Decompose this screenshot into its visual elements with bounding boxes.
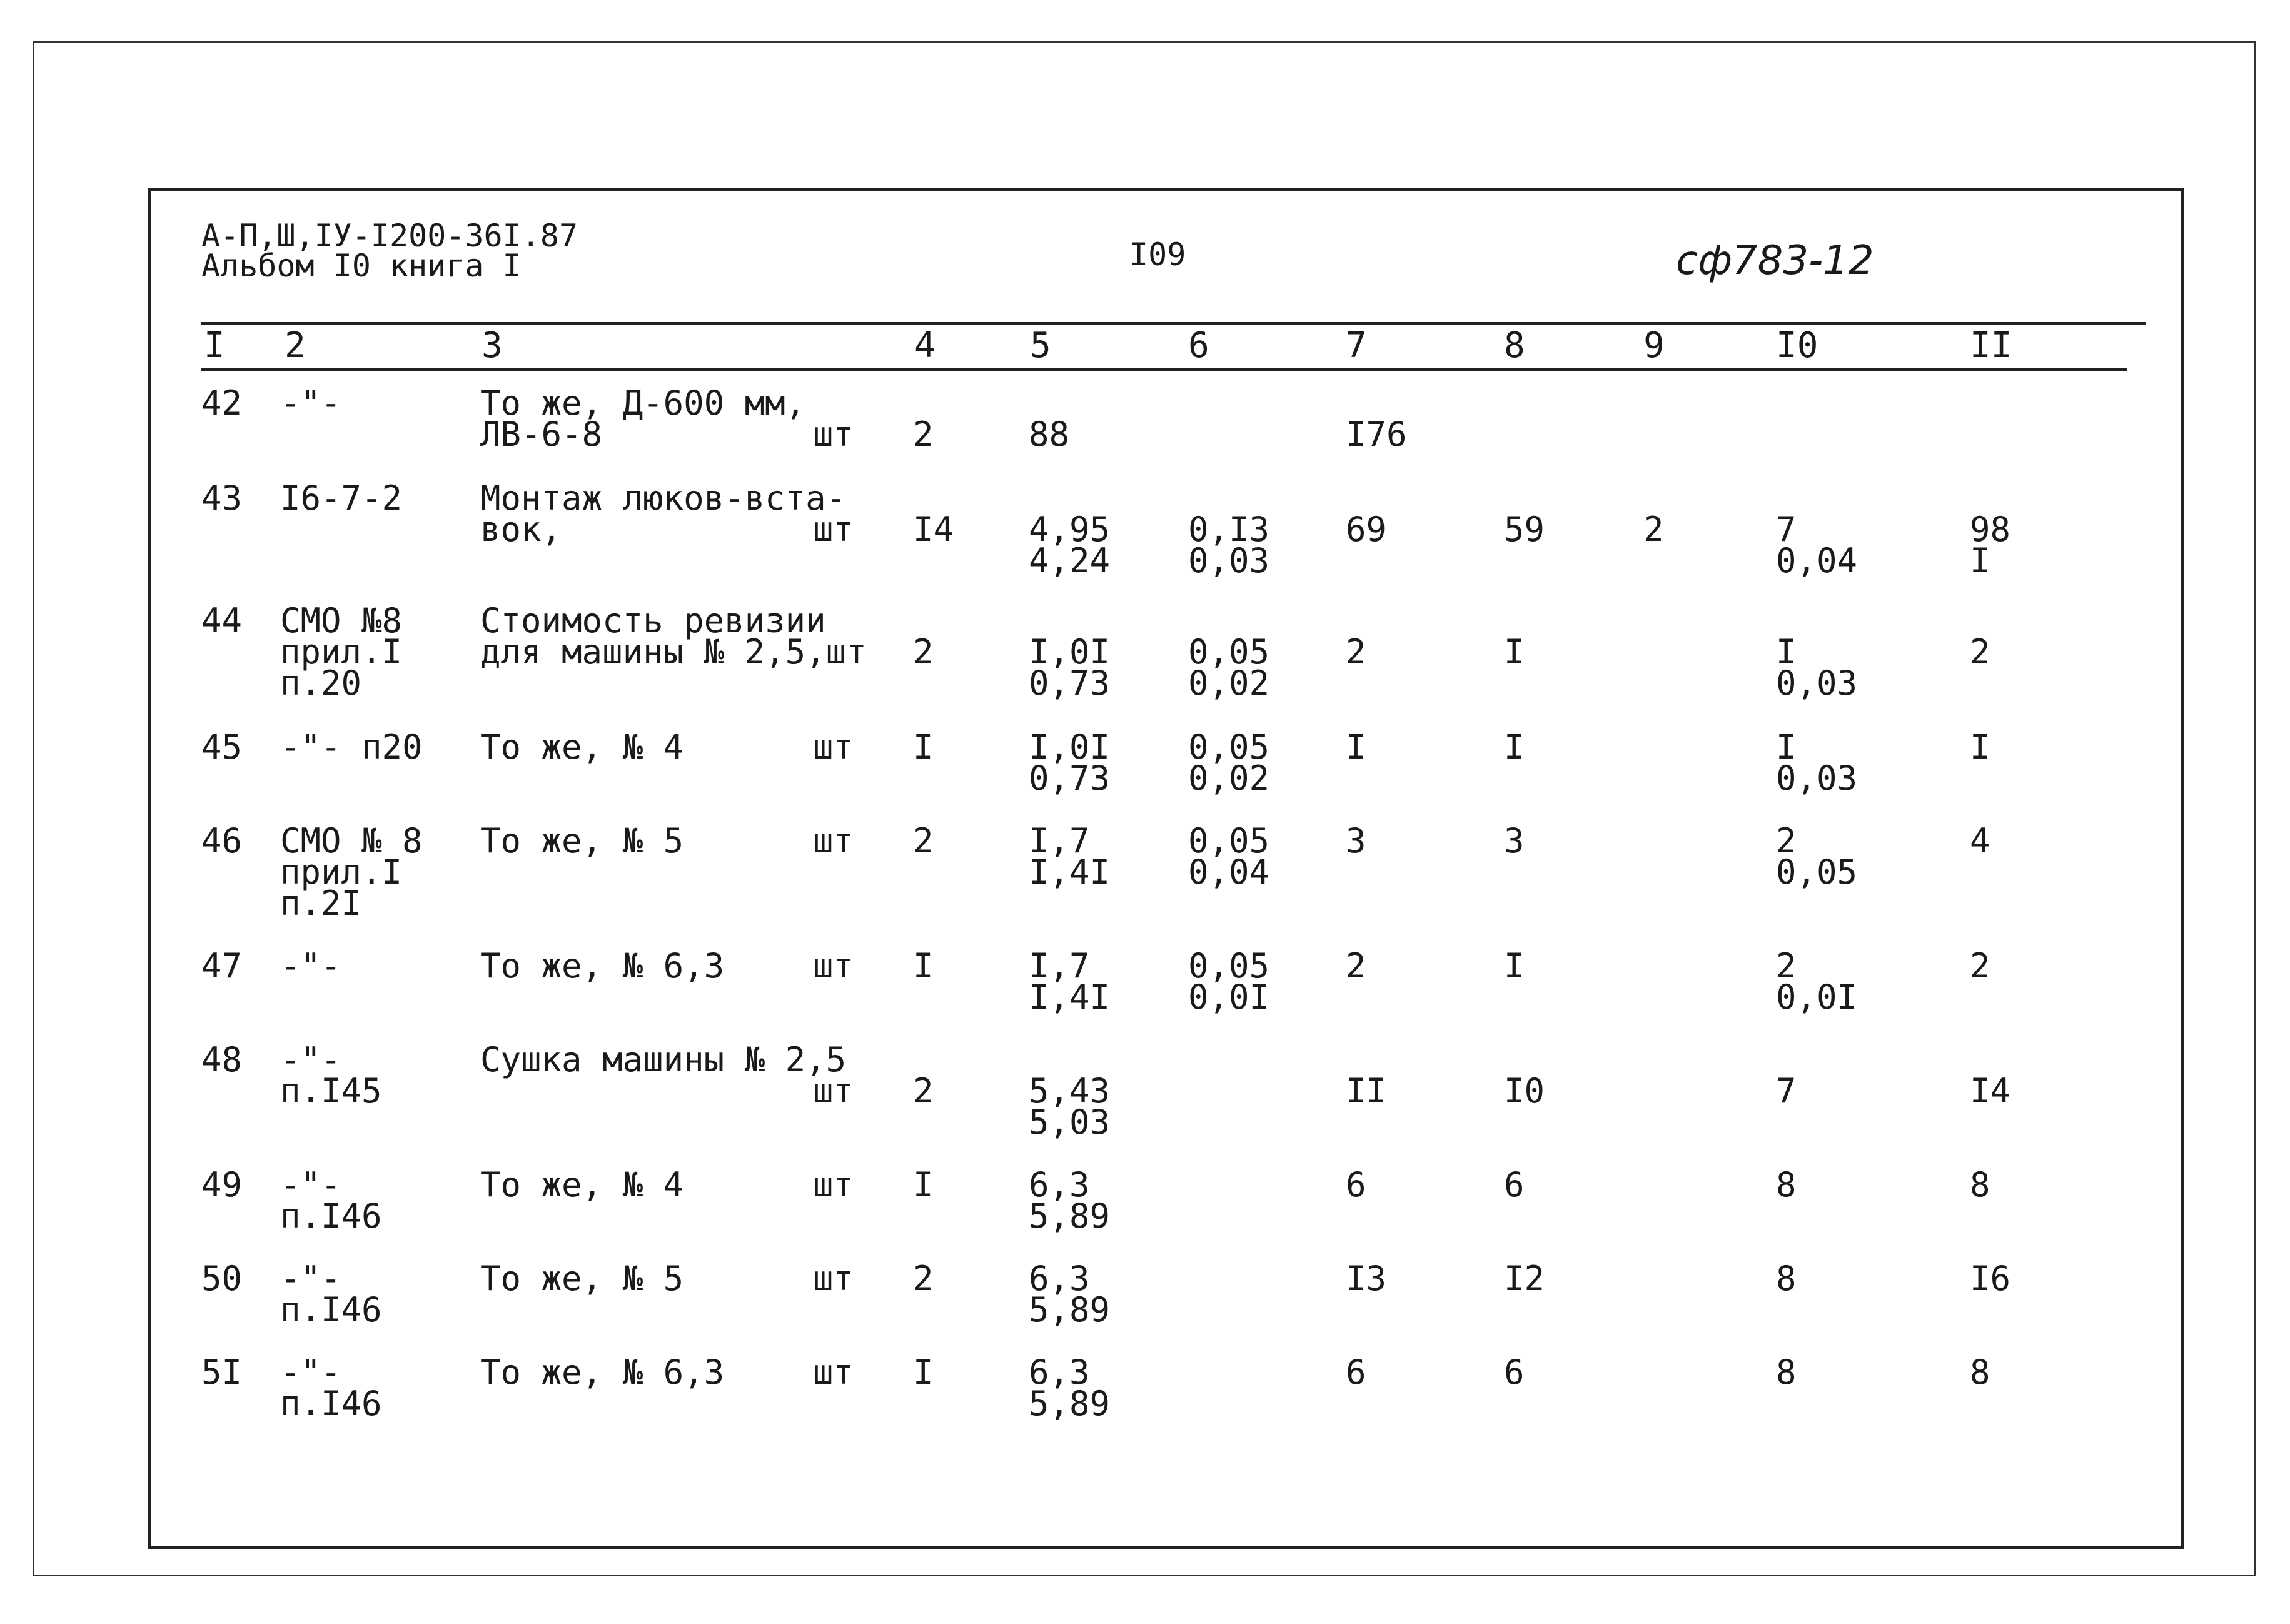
row-code: СМО № 8: [280, 821, 423, 860]
col8-value: 6: [1504, 1165, 1525, 1204]
row-code: -"-: [280, 1040, 341, 1079]
col6-value: 0,03: [1188, 541, 1270, 580]
col6-value: 0,04: [1188, 852, 1270, 892]
col8-value: 59: [1504, 510, 1545, 549]
row-code: -"-: [280, 1165, 341, 1204]
col7-value: I76: [1346, 415, 1407, 454]
row-number: 43: [201, 478, 243, 518]
column-header-1: I: [204, 325, 225, 366]
doc-code: А-П,Ш,IУ-I200-36I.87: [201, 218, 578, 254]
col8-value: I0: [1504, 1071, 1545, 1111]
col10-value: 2: [1776, 946, 1797, 986]
col9-value: 2: [1643, 510, 1664, 549]
row-code: п.I45: [280, 1071, 382, 1111]
col10-value: 0,03: [1776, 663, 1858, 703]
col11-value: 8: [1970, 1353, 1990, 1392]
col5-value: I,0I: [1029, 632, 1111, 672]
row-code: прил.I: [280, 852, 403, 892]
col5-value: I,0I: [1029, 727, 1111, 767]
col7-value: II: [1346, 1071, 1387, 1111]
row-unit: шт: [813, 1353, 854, 1392]
col5-value: I,4I: [1029, 977, 1111, 1017]
row-number: 49: [201, 1165, 243, 1204]
row-description: То же, № 4: [480, 727, 684, 767]
row-description: То же, № 5: [480, 821, 684, 860]
column-header-11: II: [1970, 325, 2012, 366]
col6-value: 0,05: [1188, 946, 1270, 986]
row-description: То же, № 6,3: [480, 1353, 725, 1392]
column-header-7: 7: [1346, 325, 1367, 366]
col5-value: 0,73: [1029, 663, 1111, 703]
row-unit: шт: [813, 415, 854, 454]
row-description: ЛВ-6-8: [480, 415, 603, 454]
col5-value: 5,89: [1029, 1196, 1111, 1236]
row-unit: шт: [813, 1165, 854, 1204]
col4-value: 2: [913, 821, 934, 860]
row-number: 50: [201, 1259, 243, 1298]
col11-value: 4: [1970, 821, 1990, 860]
col8-value: I: [1504, 946, 1525, 986]
row-code: СМО №8: [280, 601, 403, 640]
row-description: То же, № 6,3: [480, 946, 725, 986]
col6-value: 0,0I: [1188, 977, 1270, 1017]
col10-value: 0,04: [1776, 541, 1858, 580]
row-description: вок,: [480, 510, 562, 549]
col11-value: I: [1970, 541, 1990, 580]
col4-value: I4: [913, 510, 954, 549]
col8-value: 6: [1504, 1353, 1525, 1392]
col4-value: I: [913, 1165, 934, 1204]
col10-value: 0,05: [1776, 852, 1858, 892]
row-code: п.I46: [280, 1290, 382, 1329]
row-code: п.20: [280, 663, 362, 703]
column-header-3: 3: [482, 325, 503, 366]
col6-value: 0,05: [1188, 632, 1270, 672]
row-code: п.I46: [280, 1196, 382, 1236]
column-header-4: 4: [914, 325, 936, 366]
col4-value: 2: [913, 1259, 934, 1298]
col7-value: 2: [1346, 946, 1366, 986]
col10-value: 0,03: [1776, 759, 1858, 798]
row-unit: шт: [813, 510, 854, 549]
col5-value: I,7: [1029, 946, 1090, 986]
row-unit: шт: [813, 821, 854, 860]
row-number: 47: [201, 946, 243, 986]
album-title: Альбом I0 книга I: [201, 248, 522, 284]
row-unit: шт: [813, 727, 854, 767]
col7-value: 3: [1346, 821, 1366, 860]
col11-value: 2: [1970, 946, 1990, 986]
row-code: -"-: [280, 1259, 341, 1298]
col5-value: 88: [1029, 415, 1070, 454]
column-header-2: 2: [285, 325, 306, 366]
col4-value: 2: [913, 632, 934, 672]
col8-value: I: [1504, 727, 1525, 767]
col6-value: 0,05: [1188, 821, 1270, 860]
row-code: -"-: [280, 383, 341, 423]
row-code: -"-: [280, 946, 341, 986]
column-header-6: 6: [1188, 325, 1209, 366]
row-description: То же, № 4: [480, 1165, 684, 1204]
row-number: 45: [201, 727, 243, 767]
col5-value: 6,3: [1029, 1165, 1090, 1204]
col11-value: I4: [1970, 1071, 2011, 1111]
row-code: -"-: [280, 1353, 341, 1392]
col6-value: 0,05: [1188, 727, 1270, 767]
col8-value: I: [1504, 632, 1525, 672]
col10-value: 8: [1776, 1353, 1797, 1392]
row-unit: шт: [813, 946, 854, 986]
col10-value: 8: [1776, 1259, 1797, 1298]
col6-value: 0,02: [1188, 759, 1270, 798]
col7-value: 2: [1346, 632, 1366, 672]
row-number: 5I: [201, 1353, 243, 1392]
col7-value: 69: [1346, 510, 1387, 549]
col7-value: I: [1346, 727, 1366, 767]
col5-value: 4,95: [1029, 510, 1111, 549]
col5-value: 5,43: [1029, 1071, 1111, 1111]
page-number: I09: [1129, 236, 1186, 273]
col5-value: 5,89: [1029, 1290, 1111, 1329]
col11-value: 8: [1970, 1165, 1990, 1204]
col5-value: 4,24: [1029, 541, 1111, 580]
column-header-5: 5: [1030, 325, 1051, 366]
col4-value: I: [913, 1353, 934, 1392]
col6-value: 0,02: [1188, 663, 1270, 703]
col5-value: 6,3: [1029, 1353, 1090, 1392]
col4-value: I: [913, 727, 934, 767]
row-number: 42: [201, 383, 243, 423]
row-number: 48: [201, 1040, 243, 1079]
row-description: То же, № 5: [480, 1259, 684, 1298]
row-description: Стоимость ревизии: [480, 601, 826, 640]
drawing-frame: [148, 188, 2184, 1549]
col10-value: 8: [1776, 1165, 1797, 1204]
col10-value: I: [1776, 727, 1797, 767]
sheet-code-handwritten: сф783-12: [1676, 238, 1874, 284]
row-code: п.2I: [280, 884, 362, 923]
col10-value: 7: [1776, 1071, 1797, 1111]
column-header-9: 9: [1643, 325, 1665, 366]
col5-value: I,4I: [1029, 852, 1111, 892]
col5-value: 0,73: [1029, 759, 1111, 798]
row-description: То же, Д-600 мм,: [480, 383, 806, 423]
row-number: 44: [201, 601, 243, 640]
col10-value: 0,0I: [1776, 977, 1858, 1017]
col5-value: I,7: [1029, 821, 1090, 860]
row-description: для машины № 2,5,шт: [480, 632, 867, 672]
col5-value: 6,3: [1029, 1259, 1090, 1298]
col11-value: 98: [1970, 510, 2011, 549]
column-header-10: I0: [1776, 325, 1818, 366]
row-number: 46: [201, 821, 243, 860]
row-unit: шт: [813, 1071, 854, 1111]
col5-value: 5,89: [1029, 1384, 1111, 1423]
col8-value: 3: [1504, 821, 1525, 860]
row-code: I6-7-2: [280, 478, 403, 518]
col6-value: 0,I3: [1188, 510, 1270, 549]
col10-value: 2: [1776, 821, 1797, 860]
col10-value: I: [1776, 632, 1797, 672]
col11-value: I6: [1970, 1259, 2011, 1298]
row-description: Монтаж люков-вста-: [480, 478, 847, 518]
col10-value: 7: [1776, 510, 1797, 549]
row-unit: шт: [813, 1259, 854, 1298]
col5-value: 5,03: [1029, 1102, 1111, 1142]
row-code: прил.I: [280, 632, 403, 672]
col4-value: 2: [913, 415, 934, 454]
col4-value: I: [913, 946, 934, 986]
col8-value: I2: [1504, 1259, 1545, 1298]
row-description: Сушка машины № 2,5: [480, 1040, 847, 1079]
row-code: -"- п20: [280, 727, 423, 767]
col7-value: I3: [1346, 1259, 1387, 1298]
header-bottom-rule: [201, 368, 2127, 371]
row-code: п.I46: [280, 1384, 382, 1423]
col7-value: 6: [1346, 1165, 1366, 1204]
col4-value: 2: [913, 1071, 934, 1111]
col7-value: 6: [1346, 1353, 1366, 1392]
col11-value: 2: [1970, 632, 1990, 672]
col11-value: I: [1970, 727, 1990, 767]
column-header-8: 8: [1504, 325, 1525, 366]
